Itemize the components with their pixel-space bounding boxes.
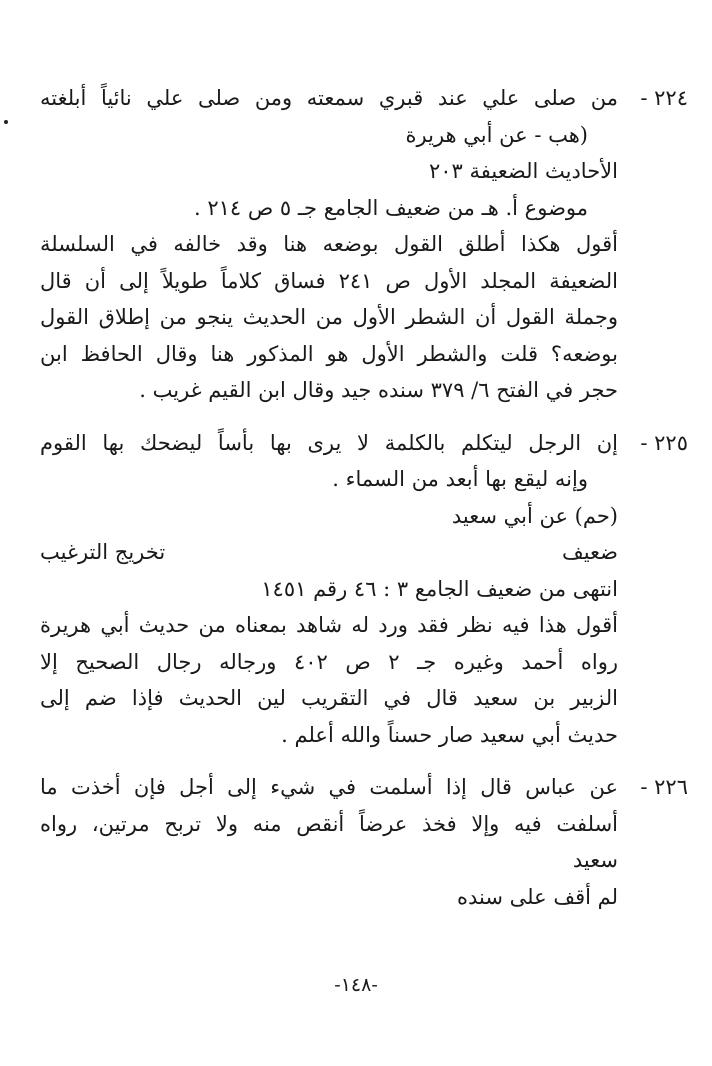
margin-dot (4, 120, 8, 124)
page-number: -١٤٨- (334, 974, 378, 996)
grade-source: تخريج الترغيب (40, 540, 166, 564)
commentary-line: رواه أحمد وغيره جـ ٢ ص ٤٠٢ ورجاله رجال الصحيح إلا (40, 649, 618, 674)
commentary-line: لم أقف على سنده (457, 884, 618, 909)
document-page (40, 80, 688, 915)
commentary-line: أقول هذا فيه نظر فقد ورد له شاهد بمعناه من حديث أبي هريرة (40, 613, 618, 637)
reference-line: الأحاديث الضعيفة ٢٠٣ (429, 159, 618, 183)
commentary-line: الضعيفة المجلد الأول ص ٢٤١ فساق كلاماً طويلاً إلى أن قال (40, 268, 618, 293)
hadith-entry-226 (40, 769, 688, 915)
reference-line: انتهى من ضعيف الجامع ٣ : ٤٦ رقم ١٤٥١ (261, 576, 618, 601)
entry-number: ٢٢٥ - (640, 430, 688, 455)
hadith-source: سعيد (572, 848, 618, 872)
hadith-text: عن عباس قال إذا أسلمت في شيء إلى أجل فإن أخذت ما (40, 775, 618, 799)
grade-line: موضوع أ. هـ من ضعيف الجامع جـ ٥ ص ٢١٤ . (193, 195, 588, 220)
grade-label: ضعيف (561, 540, 618, 564)
entry-number: ٢٢٤ - (640, 86, 688, 110)
grade-row (40, 534, 618, 571)
hadith-entry-224 (40, 80, 688, 409)
hadith-source: (حم) عن أبي سعيد (451, 503, 618, 528)
commentary-line: أقول هكذا أطلق القول بوضعه هنا وقد خالفه في السلسلة (40, 232, 618, 256)
hadith-text: وإنه ليقع بها أبعد من السماء . (332, 467, 588, 491)
commentary-line: وجملة القول أن الشطر الأول من الحديث ينجو من إطلاق القول (40, 305, 618, 329)
hadith-source: (هب - عن أبي هريرة (405, 122, 588, 147)
commentary-line: حديث أبي سعيد صار حسناً والله أعلم . (281, 722, 618, 747)
hadith-entry-225 (40, 425, 688, 754)
hadith-text: من صلى علي عند قبري سمعته ومن صلى علي نائياً أبلغته (40, 86, 618, 110)
commentary-line: حجر في الفتح ٦/ ٣٧٩ سنده جيد وقال ابن القيم غريب . (139, 378, 618, 402)
hadith-text: إن الرجل ليتكلم بالكلمة لا يرى بها بأساً ليضحك بها القوم (40, 430, 618, 455)
entry-number: ٢٢٦ - (640, 775, 688, 799)
commentary-line: الزبير بن سعيد قال في التقريب لين الحديث فإذا ضم إلى (40, 686, 618, 710)
hadith-text: أسلفت فيه وإلا فخذ عرضاً أنقص منه ولا تربح مرتين، رواه (40, 811, 618, 836)
commentary-line: بوضعه؟ قلت والشطر الأول هو المذكور هنا وقال الحافظ ابن (40, 341, 618, 366)
